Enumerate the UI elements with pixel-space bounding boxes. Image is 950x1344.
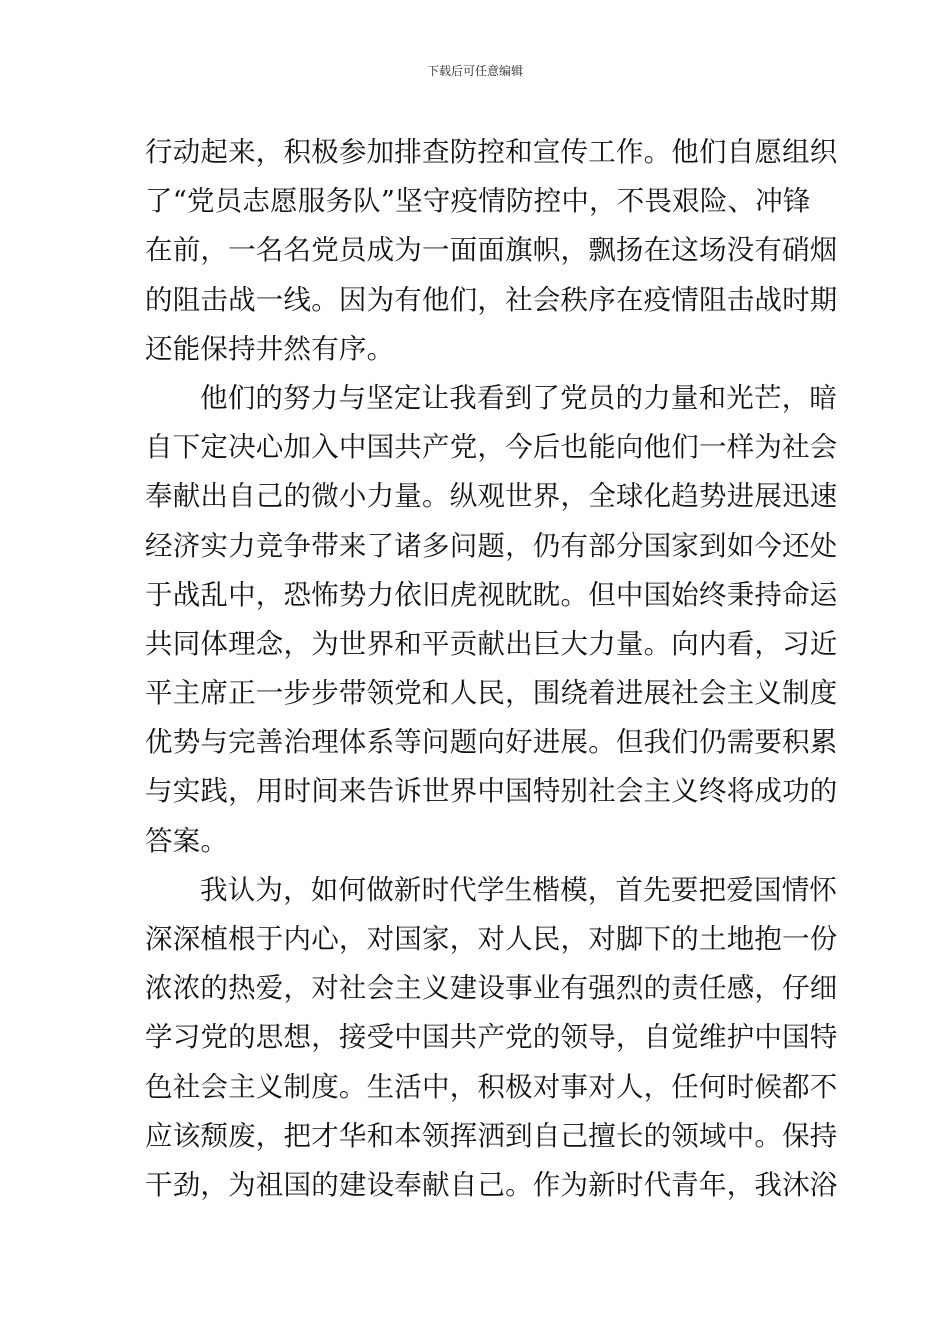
paragraph-1-line-4: 的阻击战一线。因为有他们，社会秩序在疫情阻击战时期 xyxy=(145,283,838,316)
paragraph-3-line-4: 学习党的思想，接受中国共产党的领导，自觉维护中国特 xyxy=(145,1021,838,1054)
paragraph-2-line-2: 自下定决心加入中国共产党，今后也能向他们一样为社会 xyxy=(145,431,838,464)
paragraph-3-line-5: 色社会主义制度。生活中，积极对事对人，任何时候都不 xyxy=(145,1070,838,1103)
paragraph-2-line-6: 共同体理念，为世界和平贡献出巨大力量。向内看，习近 xyxy=(145,627,838,660)
paragraph-2-line-1: 他们的努力与坚定让我看到了党员的力量和光芒，暗 xyxy=(200,381,838,414)
paragraph-1-line-5: 还能保持井然有序。 xyxy=(145,332,395,365)
paragraph-2-line-9: 与实践，用时间来告诉世界中国特别社会主义终将成功的 xyxy=(145,775,838,808)
paragraph-2-line-10: 答案。 xyxy=(145,824,229,857)
paragraph-3-line-2: 深深植根于内心，对国家，对人民，对脚下的土地抱一份 xyxy=(145,923,838,955)
page-header: 下载后可任意编辑 xyxy=(426,64,523,78)
paragraph-1-line-3: 在前，一名名党员成为一面面旗帜，飘扬在这场没有硝烟 xyxy=(145,234,838,267)
paragraph-2-line-5: 于战乱中，恐怖势力依旧虎视眈眈。但中国始终秉持命运 xyxy=(145,578,838,611)
document-body xyxy=(145,128,838,1210)
paragraph-3-line-7: 干劲，为祖国的建设奉献自己。作为新时代青年，我沐浴 xyxy=(145,1168,838,1201)
paragraph-3-line-6: 应该颓废，把才华和本领挥洒到自己擅长的领域中。保持 xyxy=(145,1119,838,1152)
paragraph-1-line-1: 行动起来，积极参加排查防控和宣传工作。他们自愿组织 xyxy=(145,136,838,168)
paragraph-2-line-8: 优势与完善治理体系等问题向好进展。但我们仍需要积累 xyxy=(145,726,838,759)
paragraph-3-line-3: 浓浓的热爱，对社会主义建设事业有强烈的责任感，仔细 xyxy=(145,972,838,1005)
paragraph-2-line-4: 经济实力竞争带来了诸多问题，仍有部分国家到如今还处 xyxy=(145,529,838,562)
paragraph-3-line-1: 我认为，如何做新时代学生楷模，首先要把爱国情怀 xyxy=(200,873,838,906)
paragraph-1-line-2: 了“党员志愿服务队”坚守疫情防控中，不畏艰险、冲锋 xyxy=(145,185,811,218)
paragraph-2-line-7: 平主席正一步步带领党和人民，围绕着进展社会主义制度 xyxy=(145,677,838,710)
paragraph-2-line-3: 奉献出自己的微小力量。纵观世界，全球化趋势进展迅速 xyxy=(145,480,838,513)
